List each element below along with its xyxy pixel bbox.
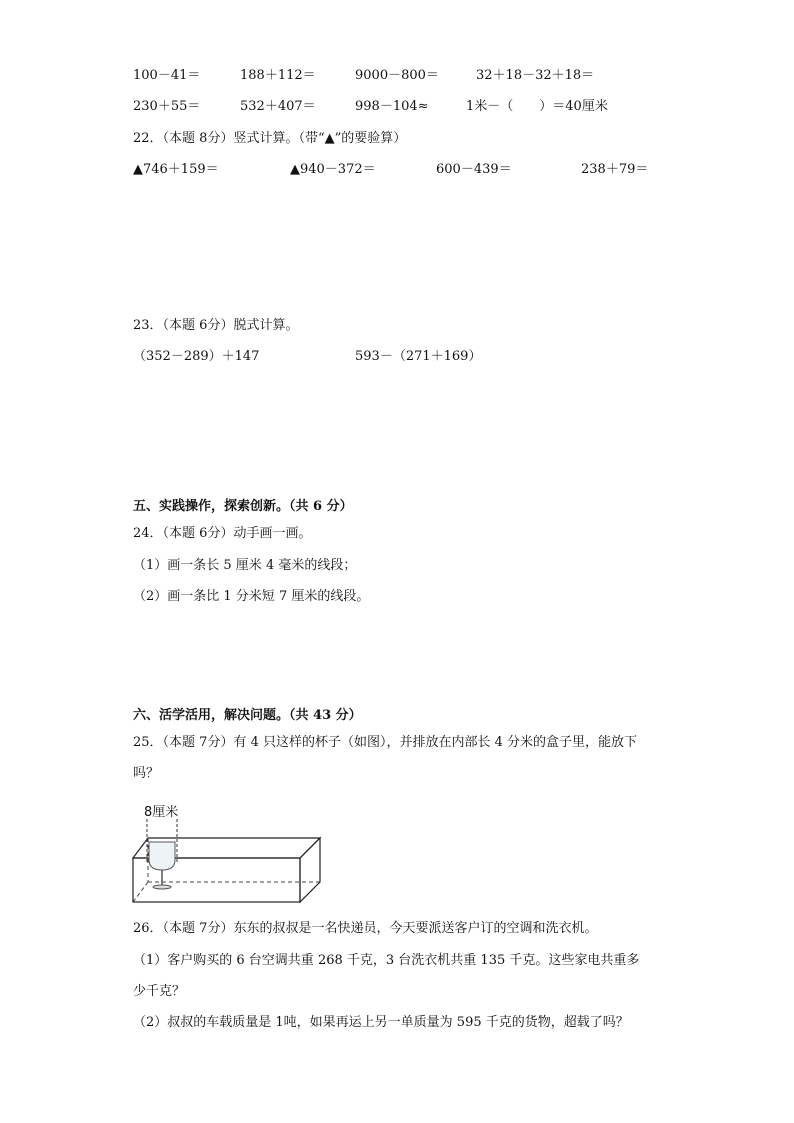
q22-item-2: ▲940－372＝	[290, 162, 376, 177]
q22-item-3: 600－439＝	[436, 162, 512, 177]
q22-title: 22．（本题 8分）竖式计算。（带“▲”的要验算）	[133, 131, 407, 146]
oral-calc-3: 9000－800＝	[355, 68, 439, 83]
oral-calc-7: 998－104≈	[355, 99, 429, 114]
q23-title: 23．（本题 6分）脱式计算。	[133, 318, 299, 333]
cup-bowl	[149, 842, 175, 870]
q24-part-2: （2）画一条比 1 分米短 7 厘米的线段。	[133, 589, 370, 604]
oral-calc-1: 100－41＝	[133, 68, 201, 83]
q24-title: 24．（本题 6分）动手画一画。	[133, 526, 312, 541]
q25-line-1: 25．（本题 7分）有 4 只这样的杯子（如图），并排放在内部长 4 分米的盒子里，能放下	[133, 735, 638, 750]
q25-line-2: 吗？	[133, 766, 160, 781]
oral-calc-8: 1米－（ ）＝40厘米	[466, 99, 608, 114]
figure-label: 8厘米	[144, 805, 179, 820]
box-side	[300, 838, 320, 902]
oral-calc-6: 532＋407＝	[240, 99, 316, 114]
section5-heading: 五、实践操作，探索创新。（共 6 分）	[133, 499, 353, 514]
q23-item-2: 593－（271＋169）	[355, 349, 482, 364]
oral-calc-5: 230＋55＝	[133, 99, 201, 114]
oral-calc-4: 32＋18－32＋18＝	[476, 68, 595, 83]
q22-item-4: 238＋79＝	[581, 162, 649, 177]
q26-title: 26．（本题 7分）东东的叔叔是一名快递员，今天要派送客户订的空调和洗衣机。	[133, 921, 598, 936]
cup-box-figure	[128, 800, 328, 906]
q26-part-1-line-1: （1）客户购买的 6 台空调共重 268 千克，3 台洗衣机共重 135 千克。这些家电共重多	[133, 953, 640, 968]
oral-calc-2: 188＋112＝	[240, 68, 316, 83]
q26-part-2: （2）叔叔的车载质量是 1吨，如果再运上另一单质量为 595 千克的货物，超载了吗？	[133, 1015, 629, 1030]
q23-item-1: （352－289）＋147	[133, 349, 260, 364]
q26-part-1-line-2: 少千克？	[133, 984, 186, 999]
q24-part-1: （1）画一条长 5 厘米 4 毫米的线段；	[133, 558, 357, 573]
q22-item-1: ▲746＋159＝	[133, 162, 219, 177]
cup-base	[153, 885, 171, 889]
box-hidden-edge-2	[133, 882, 148, 902]
section6-heading: 六、活学活用，解决问题。（共 43 分）	[133, 708, 362, 723]
